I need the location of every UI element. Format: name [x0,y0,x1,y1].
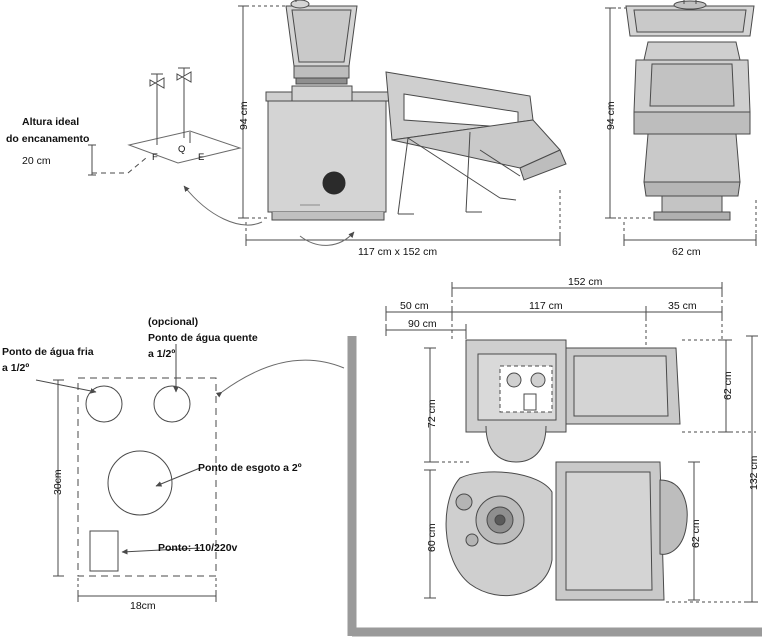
drain-point-label: Ponto de esgoto a 2º [198,462,302,474]
front-elevation [238,0,578,246]
plumbing-sketch [88,68,240,175]
side-width-dim: 62 cm [672,246,701,258]
plumbing-height-label-line2: do encanamento [6,133,90,145]
node-q-label: Q [178,144,186,155]
panel-width-dim: 18cm [130,600,156,612]
node-e-label: E [198,152,205,163]
plan-front-depth-dim: 60 cm [426,523,438,552]
plan-bowl-depth-dim: 72 cm [426,399,438,428]
plan-total-depth-dim: 132 cm [748,455,760,490]
floor-plan [222,282,762,636]
plan-right-dim: 35 cm [668,300,697,312]
front-footprint-dim: 117 cm x 152 cm [358,246,438,258]
plumbing-height-value: 20 cm [22,155,51,167]
plan-sub-dim: 90 cm [408,318,437,330]
plan-chair-depth2-dim: 62 cm [690,519,702,548]
node-f-label: F [152,152,158,163]
plan-total-width-dim: 152 cm [568,276,603,288]
cold-water-label-line2: a 1/2º [2,362,30,374]
cold-water-label-line1: Ponto de água fria [2,346,94,358]
plan-left-dim: 50 cm [400,300,429,312]
plan-chair-depth-dim: 62 cm [722,371,734,400]
panel-height-dim: 30cm [52,469,64,495]
side-height-dim: 94 cm [605,101,617,130]
plumbing-height-label-line1: Altura ideal [22,116,80,128]
hot-water-label-line1: (opcional) [148,316,199,328]
plan-center-dim: 117 cm [529,300,563,312]
hot-water-label-line3: a 1/2º [148,348,176,360]
back-elevation [605,0,756,246]
hot-water-label-line2: Ponto de água quente [148,332,258,344]
front-height-dim: 94 cm [238,101,250,130]
power-point-label: Ponto: 110/220v [158,542,238,554]
